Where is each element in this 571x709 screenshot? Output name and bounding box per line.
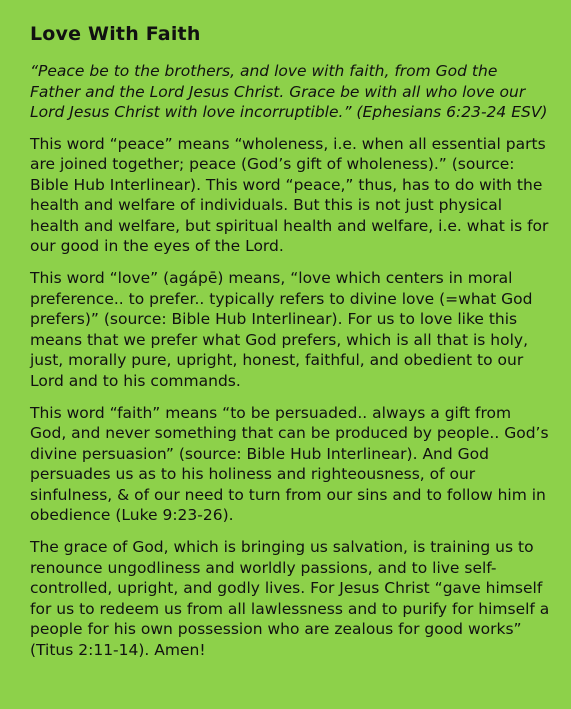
paragraph-love: This word “love” (agápē) means, “love which centers in moral preference.. to prefer.. typically refers to divine love (=what God prefers)” (source: Bible Hub Interlinear). For us to love like this means that we prefer what God prefers, which is all that is holy, just, morally pure, upright, honest, faithful, and obedient to our Lord and to his commands. — [30, 269, 533, 390]
paragraph-faith: This word “faith” means “to be persuaded.. always a gift from God, and never something that can be produced by people.. God’s divine persuasion” (source: Bible Hub Interlinear). And God persuades us as to his holiness and righteousness, of our sinfulness, & of our need to turn from our sins and to follow him in obedience (Luke 9:23-26). — [30, 403, 549, 525]
paragraph-peace: This word “peace” means “wholeness, i.e. when all essential parts are joined together; peace (God’s gift of wholeness).” (source: Bible Hub Interlinear). This word “peace,” thus, has to do with the health and welfare of individuals. But this is not just physical health and welfare, but spiritual health and welfare, i.e. what is for our good in the eyes of the Lord. — [30, 134, 549, 256]
scripture-quote: “Peace be to the brothers, and love with faith, from God the Father and the Lord Jesus Christ. Grace be with all who love our Lord Jesus Christ with love incorruptible.” (Ephesians 6:23-24 ESV) — [30, 62, 548, 121]
paragraph-grace: The grace of God, which is bringing us salvation, is training us to renounce ungodliness and worldly passions, and to live self-controlled, upright, and godly lives. For Jesus Christ “gave himself for us to redeem us from all lawlessness and to purify for himself a people for his own possession who are zealous for good works” (Titus 2:11-14). Amen! — [30, 538, 550, 659]
page-title: Love With Faith — [30, 23, 201, 45]
